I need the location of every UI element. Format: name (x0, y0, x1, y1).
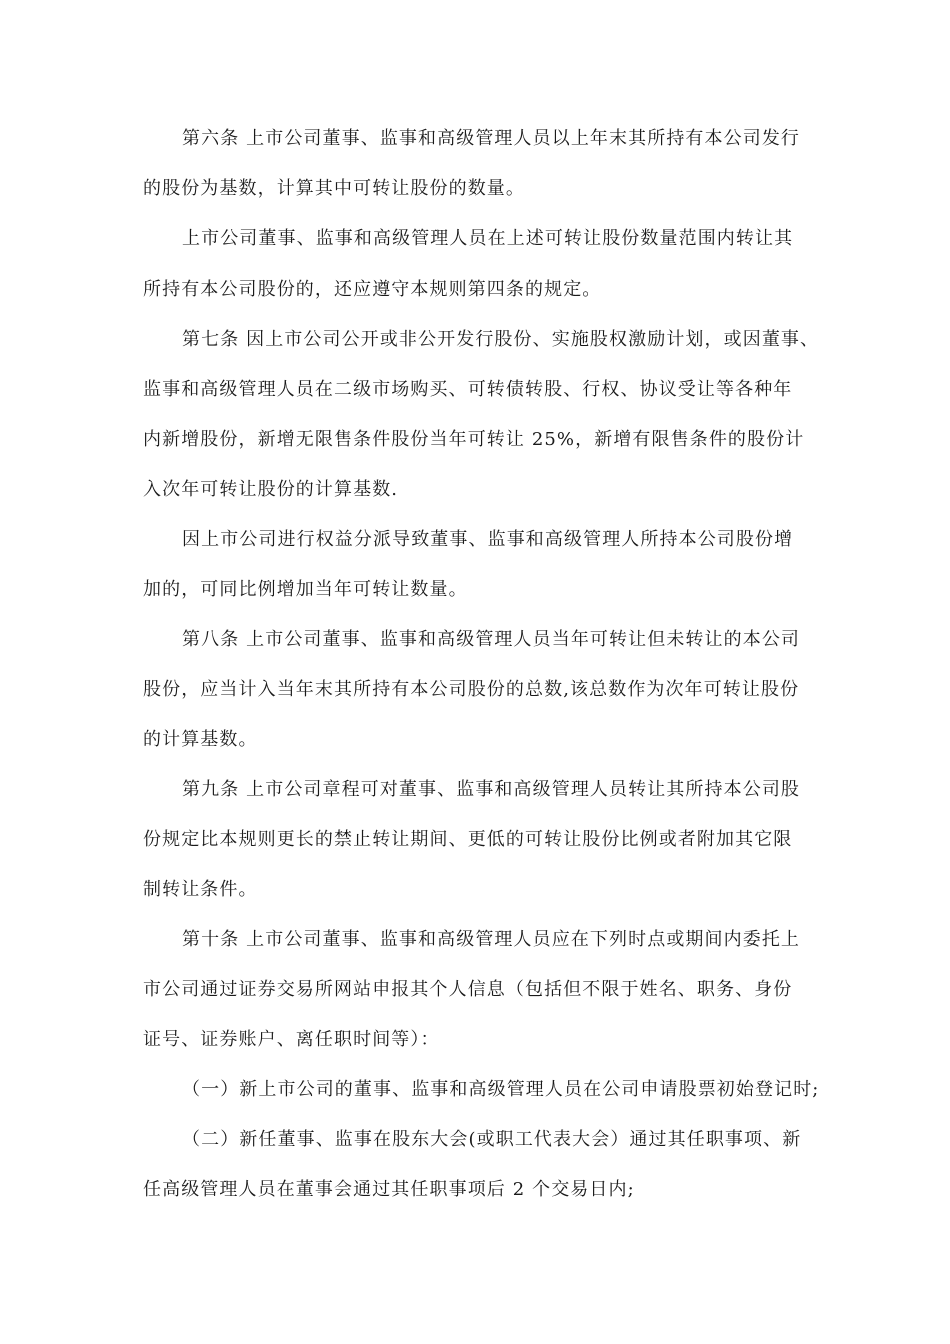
article-10-item-2-line-1: （二）新任董事、监事在股东大会(或职工代表大会）通过其任职事项、新 (182, 1129, 802, 1150)
article-8-line-1: 第八条 上市公司董事、监事和高级管理人员当年可转让但未转让的本公司 (182, 629, 801, 650)
article-7-line-1: 第七条 因上市公司公开或非公开发行股份、实施股权激励计划，或因董事、 (182, 329, 820, 350)
article-9-line-1: 第九条 上市公司章程可对董事、监事和高级管理人员转让其所持本公司股 (182, 779, 801, 800)
article-6-para2-line-1: 上市公司董事、监事和高级管理人员在上述可转让股份数量范围内转让其 (182, 228, 794, 249)
article-8-line-2: 股份，应当计入当年末其所持有本公司股份的总数,该总数作为次年可转让股份 (143, 679, 800, 700)
article-9-line-3: 制转让条件。 (143, 879, 258, 900)
article-6-line-2: 的股份为基数，计算其中可转让股份的数量。 (143, 178, 525, 199)
article-10-line-2: 市公司通过证券交易所网站申报其个人信息（包括但不限于姓名、职务、身份 (143, 979, 793, 1000)
article-8-line-3: 的计算基数。 (143, 729, 258, 750)
article-7-line-4: 入次年可转让股份的计算基数. (143, 479, 399, 500)
article-9-line-2: 份规定比本规则更长的禁止转让期间、更低的可转让股份比例或者附加其它限 (143, 829, 793, 850)
article-7-line-2: 监事和高级管理人员在二级市场购买、可转债转股、行权、协议受让等各种年 (143, 379, 793, 400)
article-10-item-2-line-2: 任高级管理人员在董事会通过其任职事项后 2 个交易日内; (143, 1179, 635, 1200)
article-7-para2-line-1: 因上市公司进行权益分派导致董事、监事和高级管理人所持本公司股份增 (182, 529, 794, 550)
article-6-para2-line-2: 所持有本公司股份的，还应遵守本规则第四条的规定。 (143, 279, 602, 300)
article-6-line-1: 第六条 上市公司董事、监事和高级管理人员以上年末其所持有本公司发行 (182, 128, 801, 149)
article-7-line-3: 内新增股份，新增无限售条件股份当年可转让 25%，新增有限售条件的股份计 (143, 429, 805, 450)
article-10-item-1: （一）新上市公司的董事、监事和高级管理人员在公司申请股票初始登记时; (182, 1079, 820, 1100)
article-10-line-1: 第十条 上市公司董事、监事和高级管理人员应在下列时点或期间内委托上 (182, 929, 801, 950)
article-7-para2-line-2: 加的，可同比例增加当年可转让数量。 (143, 579, 468, 600)
article-10-line-3: 证号、证券账户、离任职时间等）： (143, 1029, 440, 1050)
